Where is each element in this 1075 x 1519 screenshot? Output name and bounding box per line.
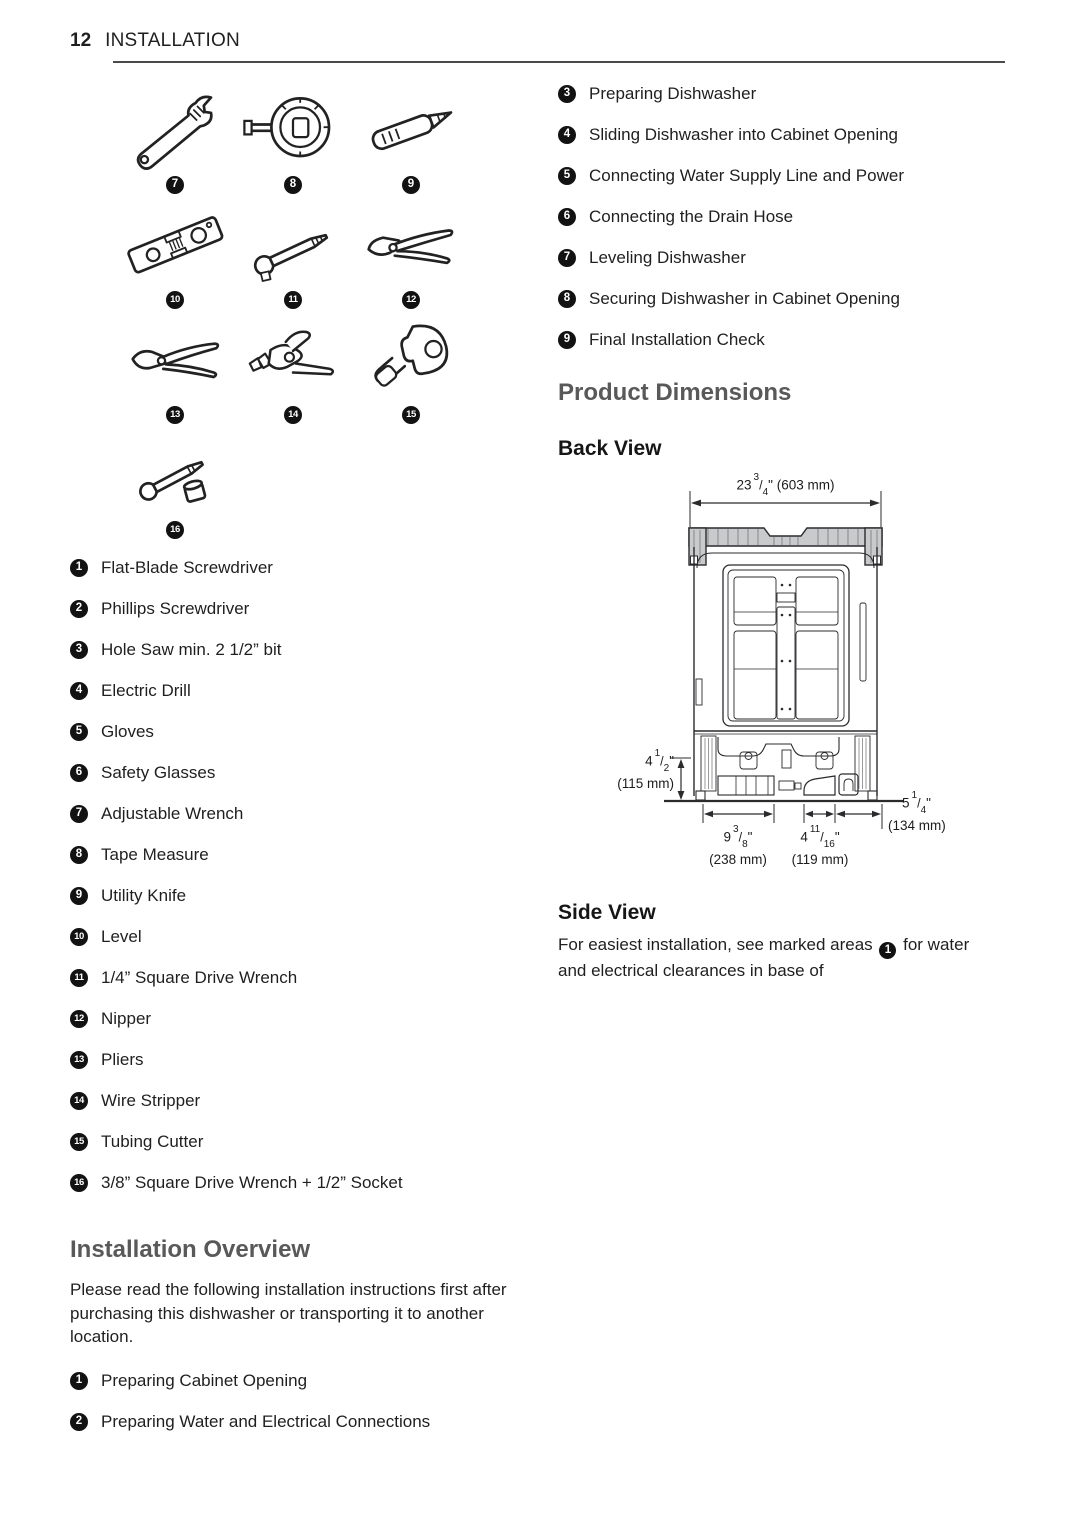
- item-number-badge: 4: [70, 682, 88, 700]
- tool-label: Flat-Blade Screwdriver: [101, 558, 273, 577]
- side-view-text: For easiest installation, see marked areas 1 for water and electrical clearances in base of: [558, 935, 970, 981]
- tool-figure-7: [116, 84, 234, 199]
- installation-steps-left: [70, 1371, 520, 1431]
- nipper-icon: [355, 199, 467, 289]
- step-label: Preparing Cabinet Opening: [101, 1370, 308, 1390]
- item-number-badge: 10: [70, 928, 88, 946]
- tool-figure-12: [352, 199, 470, 314]
- tool-figure-9: [352, 84, 470, 199]
- tape-measure-icon: [237, 84, 349, 174]
- tool-figure-badge: 10: [166, 291, 184, 309]
- tool-figure-badge: 12: [402, 291, 420, 309]
- tool-label: Wire Stripper: [101, 1091, 201, 1110]
- item-number-badge: 6: [70, 764, 88, 782]
- header-rule: [113, 61, 1005, 63]
- tool-figure-badge: 9: [402, 176, 420, 194]
- tool-list-item: [70, 927, 520, 946]
- tool-label: Gloves: [101, 722, 154, 741]
- step-list-item: [558, 207, 1010, 226]
- item-number-badge: 13: [70, 1051, 88, 1069]
- tool-label: 3/8” Square Drive Wrench + 1/2” Socket: [101, 1173, 403, 1192]
- tool-list-item: [70, 804, 520, 823]
- tool-label: Nipper: [101, 1009, 152, 1028]
- tool-label: Level: [101, 927, 142, 946]
- tools-list: [70, 558, 520, 1192]
- tool-figure-16: [116, 429, 234, 544]
- step-1-inline-badge: 1: [879, 942, 896, 959]
- step-list-item: [558, 330, 1010, 349]
- step-label: Securing Dishwasher in Cabinet Opening: [589, 289, 900, 308]
- step-number-badge: 7: [558, 249, 576, 267]
- item-number-badge: 14: [70, 1092, 88, 1110]
- square-drive-wrench-icon: [237, 199, 349, 289]
- tool-label: Utility Knife: [101, 886, 187, 905]
- tool-figure-13: [116, 314, 234, 429]
- tool-list-item: [70, 722, 520, 741]
- tool-figure-badge: 15: [402, 406, 420, 424]
- tool-list-item: [70, 558, 520, 577]
- pliers-icon: [119, 314, 231, 404]
- tubing-cutter-icon: [355, 314, 467, 404]
- tool-figure-8: [234, 84, 352, 199]
- dim-height-label: $4^1/_2$" (115 mm): [617, 747, 674, 792]
- item-number-badge: 15: [70, 1133, 88, 1151]
- adjustable-wrench-icon: [119, 84, 231, 174]
- item-number-badge: 9: [70, 887, 88, 905]
- tool-list-item: [70, 1173, 520, 1192]
- tool-list-item: [70, 681, 520, 700]
- step-number-badge: 2: [70, 1413, 88, 1431]
- tool-label: Tape Measure: [101, 845, 209, 864]
- step-list-item: [558, 84, 1010, 103]
- installation-overview-intro: Please read the following installation instructions first after purchasing this dishwasher or transporting it to another location.: [70, 1280, 507, 1346]
- tool-label: Phillips Screwdriver: [101, 599, 250, 618]
- tool-figure-badge: 16: [166, 521, 184, 539]
- step-number-badge: 1: [70, 1372, 88, 1390]
- tool-label: Pliers: [101, 1050, 144, 1069]
- dim-width-label: $23^3/_4$" (603 mm): [736, 471, 835, 499]
- step-number-badge: 9: [558, 331, 576, 349]
- back-view-diagram: [600, 473, 1010, 871]
- tool-figure-badge: 14: [284, 406, 302, 424]
- item-number-badge: 5: [70, 723, 88, 741]
- tool-figure-badge: 7: [166, 176, 184, 194]
- tool-label: 1/4” Square Drive Wrench: [101, 968, 298, 987]
- step-label: Sliding Dishwasher into Cabinet Opening: [589, 125, 899, 144]
- item-number-badge: 8: [70, 846, 88, 864]
- wire-stripper-icon: [237, 314, 349, 404]
- side-view-heading: Side View: [558, 901, 656, 924]
- step-list-item: [558, 289, 1010, 308]
- step-label: Preparing Dishwasher: [589, 84, 757, 103]
- item-number-badge: 2: [70, 600, 88, 618]
- left-column: [70, 84, 520, 1453]
- tool-label: Adjustable Wrench: [101, 804, 244, 823]
- level-icon: [119, 199, 231, 289]
- step-number-badge: 3: [558, 85, 576, 103]
- tool-label: Hole Saw min. 2 1/2” bit: [101, 640, 282, 659]
- tool-figure-11: [234, 199, 352, 314]
- tool-figure-badge: 13: [166, 406, 184, 424]
- tool-label: Tubing Cutter: [101, 1132, 204, 1151]
- tool-list-item: [70, 886, 520, 905]
- dim-center-label: $4^{11}/_{16}$" (119 mm): [791, 823, 849, 868]
- two-column-layout: [70, 84, 1012, 1453]
- tool-figure-badge: 8: [284, 176, 302, 194]
- step-label: Preparing Water and Electrical Connections: [101, 1411, 431, 1431]
- installation-steps-right: [558, 84, 1010, 349]
- tool-list-item: [70, 968, 520, 987]
- item-number-badge: 16: [70, 1174, 88, 1192]
- dim-right-label: $5^1/_4$" (134 mm): [888, 789, 946, 834]
- item-number-badge: 1: [70, 559, 88, 577]
- back-view-heading: Back View: [558, 437, 662, 460]
- step-list-item: [70, 1371, 520, 1390]
- tool-list-item: [70, 845, 520, 864]
- tool-list-item: [70, 599, 520, 618]
- step-list-item: [558, 125, 1010, 144]
- item-number-badge: 12: [70, 1010, 88, 1028]
- dim-left-label: $9^3/_8$" (238 mm): [709, 823, 767, 868]
- tool-figure-15: [352, 314, 470, 429]
- step-label: Connecting Water Supply Line and Power: [589, 166, 904, 185]
- right-column: [558, 84, 1010, 1453]
- tool-list-item: [70, 763, 520, 782]
- tool-figure-14: [234, 314, 352, 429]
- step-label: Leveling Dishwasher: [589, 248, 746, 267]
- tool-list-item: [70, 1091, 520, 1110]
- step-label: Connecting the Drain Hose: [589, 207, 794, 226]
- item-number-badge: 7: [70, 805, 88, 823]
- item-number-badge: 3: [70, 641, 88, 659]
- product-dimensions-heading: Product Dimensions: [558, 379, 792, 406]
- step-number-badge: 6: [558, 208, 576, 226]
- page-header: [70, 30, 1012, 52]
- ratchet-and-socket-icon: [119, 429, 231, 519]
- installation-overview-heading: Installation Overview: [70, 1236, 311, 1263]
- page-section-title: INSTALLATION: [105, 30, 240, 51]
- step-list-item: [558, 166, 1010, 185]
- tool-figure-badge: 11: [284, 291, 302, 309]
- tool-list-item: [70, 1050, 520, 1069]
- step-number-badge: 4: [558, 126, 576, 144]
- item-number-badge: 11: [70, 969, 88, 987]
- tool-list-item: [70, 640, 520, 659]
- step-number-badge: 8: [558, 290, 576, 308]
- step-number-badge: 5: [558, 167, 576, 185]
- page-number: 12: [70, 30, 92, 51]
- tool-list-item: [70, 1009, 520, 1028]
- utility-knife-icon: [355, 84, 467, 174]
- tool-figure-10: [116, 199, 234, 314]
- tool-label: Safety Glasses: [101, 763, 216, 782]
- step-list-item: [558, 248, 1010, 267]
- tools-figure: [116, 84, 520, 544]
- tool-label: Electric Drill: [101, 681, 191, 700]
- step-list-item: [70, 1412, 520, 1431]
- tool-list-item: [70, 1132, 520, 1151]
- step-label: Final Installation Check: [589, 330, 765, 349]
